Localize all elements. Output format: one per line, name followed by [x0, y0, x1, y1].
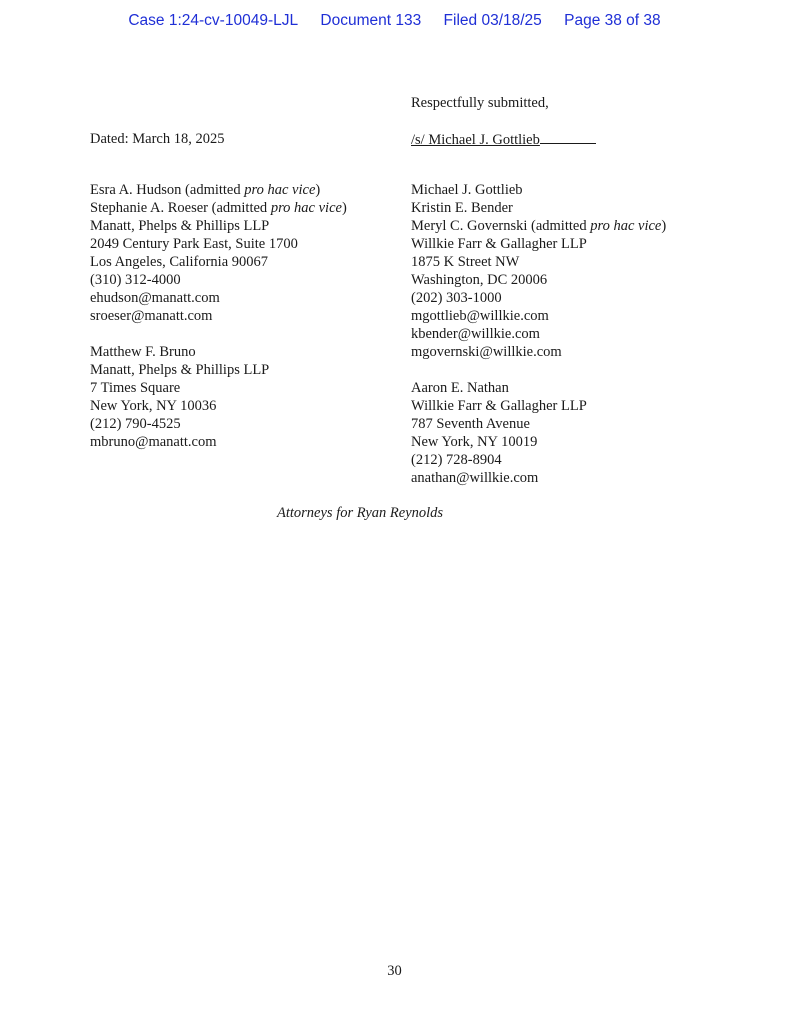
phone: (202) 303-1000: [411, 290, 502, 306]
attorney-line: Stephanie A. Roeser (admitted pro hac vice): [90, 200, 347, 216]
address-line: 7 Times Square: [90, 380, 181, 396]
signature: /s/ Michael J. Gottlieb: [411, 132, 540, 148]
email: sroeser@manatt.com: [90, 308, 213, 324]
signature-line: [411, 130, 596, 149]
closing: Respectfully submitted,: [411, 95, 549, 111]
address-line: Washington, DC 20006: [411, 272, 548, 288]
firm-name: Manatt, Phelps & Phillips LLP: [90, 362, 270, 378]
page-number: 30: [387, 963, 402, 979]
address-line: 1875 K Street NW: [411, 254, 520, 270]
address-line: 2049 Century Park East, Suite 1700: [90, 236, 298, 252]
page-count: Page 38 of 38: [564, 12, 661, 29]
firm-name: Willkie Farr & Gallagher LLP: [411, 398, 587, 414]
phone: (310) 312-4000: [90, 272, 181, 288]
firm-name: Willkie Farr & Gallagher LLP: [411, 236, 587, 252]
email: mbruno@manatt.com: [90, 434, 217, 450]
attorney-line: Meryl C. Governski (admitted pro hac vice): [411, 218, 667, 234]
firm-name: Manatt, Phelps & Phillips LLP: [90, 218, 270, 234]
attorneys-for: Attorneys for Ryan Reynolds: [277, 505, 444, 521]
attorney-name: Michael J. Gottlieb: [411, 182, 523, 198]
right-counsel-block: [411, 181, 666, 487]
case-number: Case 1:24-cv-10049-LJL: [128, 12, 299, 29]
address-line: 787 Seventh Avenue: [411, 416, 530, 432]
signature-underline: [540, 130, 596, 144]
email: ehudson@manatt.com: [90, 290, 220, 306]
email: kbender@willkie.com: [411, 326, 540, 342]
dated-line: Dated: March 18, 2025: [90, 131, 225, 147]
attorney-name: Matthew F. Bruno: [90, 344, 196, 360]
document-number: Document 133: [320, 12, 422, 29]
address-line: New York, NY 10036: [90, 398, 217, 414]
phone: (212) 728-8904: [411, 452, 502, 468]
email: mgovernski@willkie.com: [411, 344, 562, 360]
attorney-line: Esra A. Hudson (admitted pro hac vice): [90, 182, 321, 198]
email: anathan@willkie.com: [411, 470, 539, 486]
phone: (212) 790-4525: [90, 416, 181, 432]
email: mgottlieb@willkie.com: [411, 308, 549, 324]
attorney-name: Kristin E. Bender: [411, 200, 513, 216]
address-line: New York, NY 10019: [411, 434, 538, 450]
filed-date: Filed 03/18/25: [443, 12, 542, 29]
ecf-header: [0, 12, 789, 30]
attorney-name: Aaron E. Nathan: [411, 380, 509, 396]
address-line: Los Angeles, California 90067: [90, 254, 269, 270]
left-counsel-block: [90, 181, 347, 451]
